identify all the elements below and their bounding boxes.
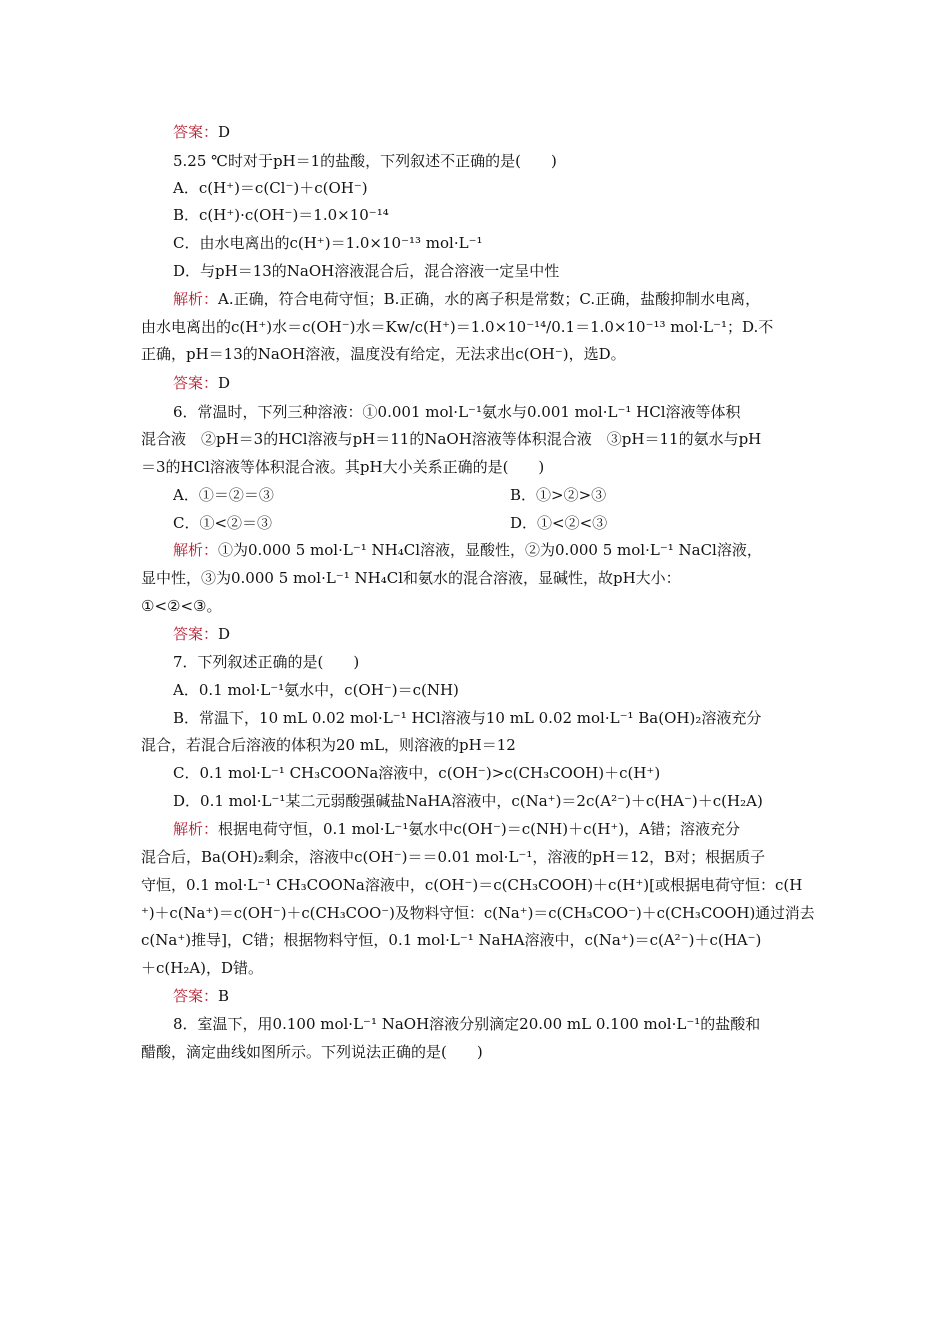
answer-label: 答案：	[173, 987, 219, 1005]
explanation-line: 混合后，Ba(OH)₂剩余，溶液中c(OH⁻)＝＝0.01 mol·L⁻¹，溶液的pH＝12，B对；根据质子	[141, 848, 766, 866]
explanation-line: 由水电离出的c(H⁺)水＝c(OH⁻)水＝Kw/c(H⁺)＝1.0×10⁻¹⁴/0.1＝1.0×10⁻¹³ mol·L⁻¹；D.不	[141, 318, 774, 336]
option-c: C．由水电离出的c(H⁺)＝1.0×10⁻¹³ mol·L⁻¹	[173, 234, 483, 252]
answer-label: 答案：	[173, 374, 219, 392]
answer-line: 答案：B	[173, 987, 230, 1005]
answer-line: 答案：D	[173, 625, 231, 643]
explanation-line: 显中性，③为0.000 5 mol·L⁻¹ NH₄Cl和氨水的混合溶液，显碱性，故pH大小：	[141, 569, 681, 587]
question-5-stem: 5.25 ℃时对于pH＝1的盐酸，下列叙述不正确的是( )	[173, 152, 557, 170]
explanation-label: 解析：	[173, 541, 219, 559]
explanation-line: 守恒，0.1 mol·L⁻¹ CH₃COONa溶液中，c(OH⁻)＝c(CH₃COOH)＋c(H⁺)[或根据电荷守恒：c(H	[141, 876, 803, 894]
answer-line: 答案：D	[173, 123, 231, 141]
question-6-stem: 混合液 ②pH＝3的HCl溶液与pH＝11的NaOH溶液等体积混合液 ③pH＝11的氨水与pH	[141, 430, 762, 448]
answer-label: 答案：	[173, 625, 219, 643]
answer-line: 答案：D	[173, 374, 231, 392]
option-b: B．①>②>③	[510, 486, 607, 504]
explanation-line: 正确，pH＝13的NaOH溶液，温度没有给定，无法求出c(OH⁻)，选D。	[141, 345, 626, 363]
option-a: A．0.1 mol·L⁻¹氨水中，c(OH⁻)＝c(NH)	[173, 681, 459, 699]
explanation-line: 解析：①为0.000 5 mol·L⁻¹ NH₄Cl溶液，显酸性，②为0.000 5 mol·L⁻¹ NaCl溶液，	[173, 541, 762, 559]
explanation-line: ⁺)＋c(Na⁺)＝c(OH⁻)＋c(CH₃COO⁻)及物料守恒：c(Na⁺)＝c(CH₃COO⁻)＋c(CH₃COOH)通过消去	[141, 904, 815, 922]
explanation-line: ＋c(H₂A)，D错。	[141, 959, 264, 977]
question-8-stem: 8．室温下，用0.100 mol·L⁻¹ NaOH溶液分别滴定20.00 mL 0.100 mol·L⁻¹的盐酸和	[173, 1015, 761, 1033]
explanation-line: ①<②<③。	[141, 597, 222, 615]
answer-label: 答案：	[173, 123, 219, 141]
option-a: A．c(H⁺)＝c(Cl⁻)＋c(OH⁻)	[173, 179, 368, 197]
option-d: D．0.1 mol·L⁻¹某二元弱酸强碱盐NaHA溶液中，c(Na⁺)＝2c(A²⁻)＋c(HA⁻)＋c(H₂A)	[173, 792, 763, 810]
explanation-line: 解析：A.正确，符合电荷守恒；B.正确，水的离子积是常数；C.正确，盐酸抑制水电离，	[173, 290, 761, 308]
option-d: D．①<②<③	[510, 514, 608, 532]
question-6-stem: 6．常温时，下列三种溶液：①0.001 mol·L⁻¹氨水与0.001 mol·L⁻¹ HCl溶液等体积	[173, 403, 741, 421]
explanation-line: c(Na⁺)推导]，C错；根据物料守恒，0.1 mol·L⁻¹ NaHA溶液中，c(Na⁺)＝c(A²⁻)＋c(HA⁻)	[141, 931, 762, 949]
question-6-stem: ＝3的HCl溶液等体积混合液。其pH大小关系正确的是( )	[141, 458, 545, 476]
explanation-line: 解析：根据电荷守恒，0.1 mol·L⁻¹氨水中c(OH⁻)＝c(NH)＋c(H⁺)，A错；溶液充分	[173, 820, 741, 838]
question-7-stem: 7．下列叙述正确的是( )	[173, 653, 360, 671]
explanation-label: 解析：	[173, 290, 219, 308]
question-8-stem: 醋酸，滴定曲线如图所示。下列说法正确的是( )	[141, 1043, 483, 1061]
option-a: A．①＝②＝③	[173, 486, 274, 504]
option-c: C．0.1 mol·L⁻¹ CH₃COONa溶液中，c(OH⁻)>c(CH₃COOH)＋c(H⁺)	[173, 764, 661, 782]
option-b: 混合，若混合后溶液的体积为20 mL，则溶液的pH＝12	[141, 736, 516, 754]
option-b: B．c(H⁺)·c(OH⁻)＝1.0×10⁻¹⁴	[173, 206, 389, 224]
explanation-label: 解析：	[173, 820, 219, 838]
option-b: B．常温下，10 mL 0.02 mol·L⁻¹ HCl溶液与10 mL 0.02 mol·L⁻¹ Ba(OH)₂溶液充分	[173, 709, 762, 727]
option-c: C．①<②＝③	[173, 514, 273, 532]
option-d: D．与pH＝13的NaOH溶液混合后，混合溶液一定呈中性	[173, 262, 560, 280]
